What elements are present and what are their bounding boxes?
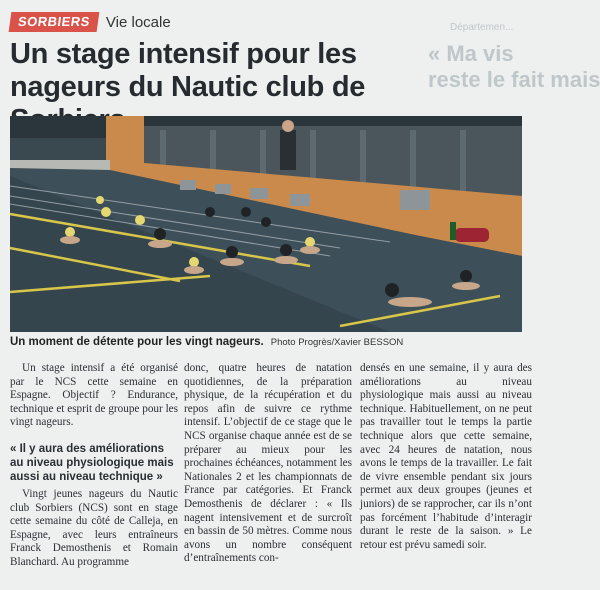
photo-credit: Photo Progrès/Xavier BESSON — [270, 337, 404, 348]
caption-text: Un moment de détente pour les vingt nageurs. — [10, 336, 264, 348]
body-paragraph: densés en une semaine, il y aura des améliorations au niveau physiologique mais aussi au niveau technique. Habituellement, on ne peut pas travailler tout le temps la partie technique alors que cette semaine, avec 24 heures de natation, nous avons le temps de la travailler. Le fait de vivre ensemble pendant six jours permet aux deux groupes (jeunes et juniors) de se rapprocher, car ils n’ont pas forcément l’habitude d’interagir durant le reste de la saison. » Le retour est prévu samedi soir. — [360, 362, 532, 551]
article-headline: Un stage intensif pour les nageurs du Nautic club de — [10, 38, 366, 103]
column-2 — [184, 362, 352, 566]
pool-illustration — [10, 116, 522, 332]
photo-caption — [10, 336, 530, 348]
bleed-line: « Ma vis — [428, 41, 514, 66]
bleed-through-text — [420, 22, 600, 102]
lede-paragraph: Un stage intensif a été organisé par le NCS cette semaine en Espagne. Objectif ? Endurance, technique et esprit de groupe pour les vingt nageurs. — [10, 362, 178, 429]
bleed-line: reste le fait mais — [428, 67, 600, 92]
body-paragraph: donc, quatre heures de natation quotidiennes, de la préparation physique, de la récupération et du repos afin de suivre ce rythme intensif. L’objectif de ce stage que le NCS organise chaque année est de se préparer au mieux pour les prochaines échéances, notamment les Nationales 2 et les championnats de France par catégories. Et Franck Demosthenis de déclarer : « Ils nagent intensivement et de surcroît en bassin de 50 mètres. Comme nous avons un nombre conséquent d’entraînements con- — [184, 362, 352, 565]
column-3 — [360, 362, 532, 552]
town-tag: SORBIERS — [9, 12, 100, 32]
section-header — [10, 12, 171, 32]
article-photo — [10, 116, 522, 332]
pull-quote: « Il y aura des améliorations au niveau physiologique mais aussi au niveau technique » — [10, 442, 174, 483]
body-paragraph: Vingt jeunes nageurs du Nautic club Sorbiers (NCS) sont en stage cette semaine du côté de Calleja, en Espagne, avec leurs entraîneurs Franck Demosthenis et Romain Blanchard. Au programme — [10, 487, 178, 568]
bleed-line: Départemen... — [450, 22, 514, 33]
column-1 — [10, 362, 178, 570]
section-label: Vie locale — [105, 13, 171, 31]
